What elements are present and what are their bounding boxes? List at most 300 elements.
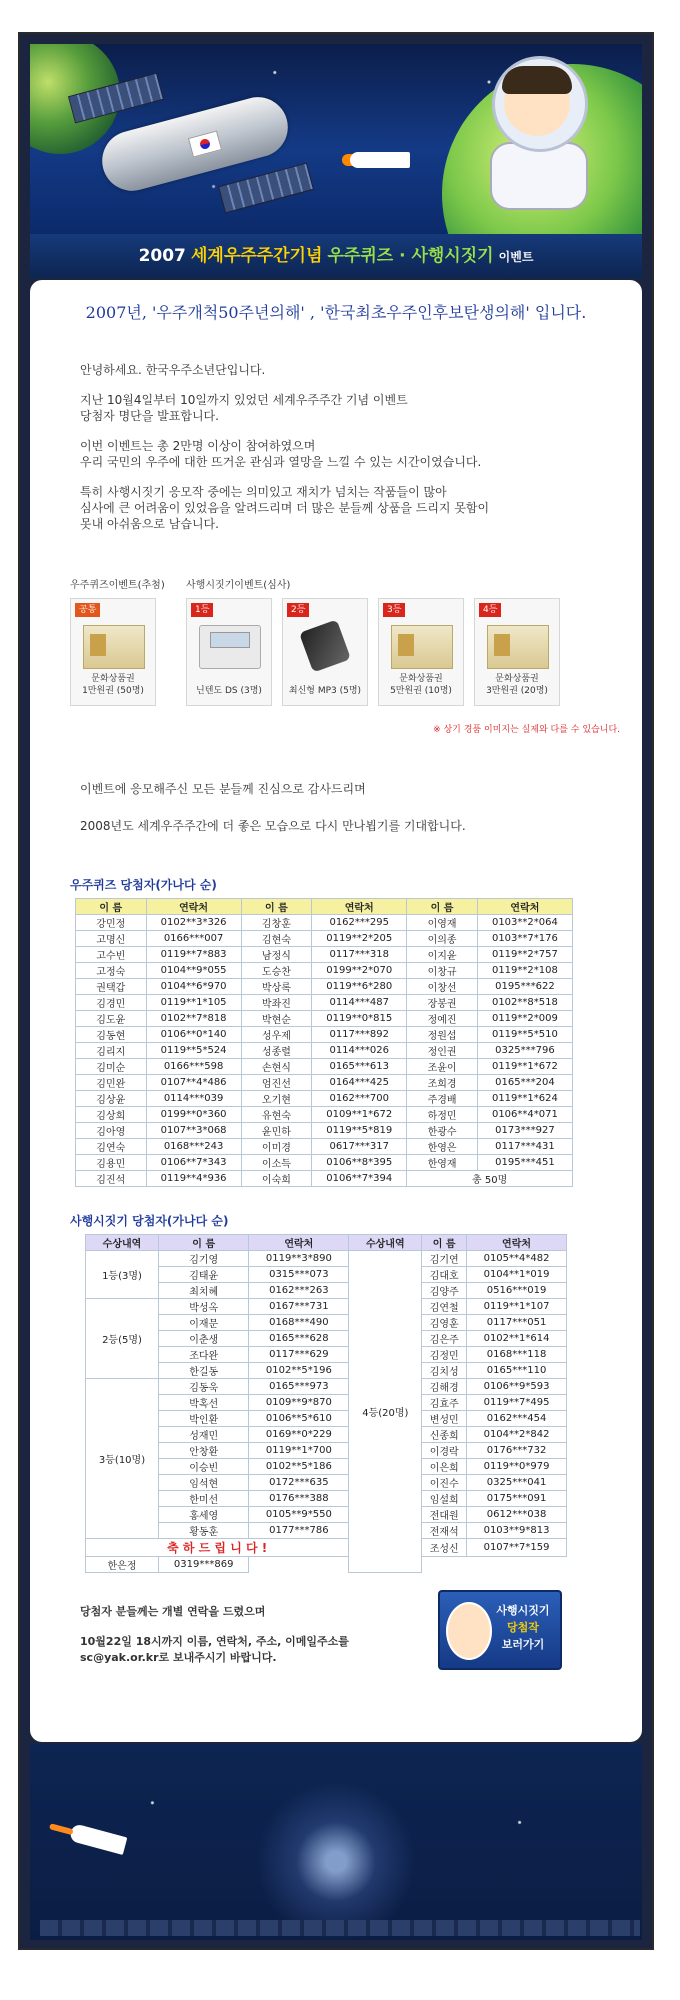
winner-phone: 0119**1*105 (146, 995, 241, 1011)
award-category: 2등(5명) (86, 1299, 159, 1379)
prize-card-1st (186, 598, 272, 706)
winner-name: 이지윤 (407, 947, 478, 963)
winner-phone: 0105**4*482 (467, 1251, 567, 1267)
winner-phone: 0104**2*842 (467, 1427, 567, 1443)
winner-phone: 0117***051 (467, 1315, 567, 1331)
winner-name: 오기현 (241, 1091, 312, 1107)
winner-name: 성우제 (241, 1027, 312, 1043)
winner-name: 이진수 (422, 1475, 467, 1491)
winner-phone: 0102**5*186 (249, 1459, 349, 1475)
winner-phone: 0117***629 (249, 1347, 349, 1363)
winner-name: 김미순 (76, 1059, 147, 1075)
winner-name: 전재석 (422, 1523, 467, 1539)
winner-phone: 0177***786 (249, 1523, 349, 1539)
table-row (86, 1299, 567, 1315)
winner-name: 이춘생 (159, 1331, 249, 1347)
winner-phone: 0119**2*009 (477, 1011, 572, 1027)
winner-phone: 0165***204 (477, 1075, 572, 1091)
prize-caption (187, 673, 271, 697)
thanks-line-1: 이벤트에 응모해주신 모든 분들께 진심으로 감사드리며 (80, 782, 366, 796)
winner-phone: 0165***628 (249, 1331, 349, 1347)
prize-card-common (70, 598, 156, 706)
winner-phone: 0119**0*815 (312, 1011, 407, 1027)
winner-phone: 0175***091 (467, 1491, 567, 1507)
winner-phone: 0119**6*280 (312, 979, 407, 995)
banner-title-1: 세계우주주간기념 (190, 246, 323, 266)
prize-caption-line: 닌텐도 DS (3명) (196, 686, 262, 696)
table-row (86, 1363, 567, 1379)
winner-name: 권택갑 (76, 979, 147, 995)
quiz-winners-body (76, 915, 573, 1187)
poem-winners-body (86, 1251, 567, 1573)
banner-year: 2007 (138, 246, 186, 266)
intro-line: 심사에 큰 어려움이 있었음을 알려드리며 더 많은 분들께 상품을 드리지 못함이 (80, 501, 490, 515)
page-subtitle: 2007년, '우주개척50주년의해' , '한국최초우주인후보탄생의해' 입니다. (85, 303, 587, 322)
winner-name: 이창선 (407, 979, 478, 995)
winner-name: 박성옥 (159, 1299, 249, 1315)
winner-total: 총 50명 (407, 1171, 573, 1187)
table-row (86, 1443, 567, 1459)
winner-name: 김현숙 (241, 931, 312, 947)
winner-phone: 0104**9*055 (146, 963, 241, 979)
gift-certificate-icon (487, 625, 549, 669)
winner-phone: 0104**1*019 (467, 1267, 567, 1283)
winner-phone: 0119**2*205 (312, 931, 407, 947)
astronaut-character-icon (472, 56, 602, 206)
intro-paragraph-2 (80, 392, 600, 424)
intro-greeting: 안녕하세요. 한국우주소년단입니다. (80, 363, 266, 377)
winner-phone: 0176***388 (249, 1491, 349, 1507)
winner-phone: 0199**2*070 (312, 963, 407, 979)
winner-phone: 0119**7*495 (467, 1395, 567, 1411)
winner-phone: 0119**4*936 (146, 1171, 241, 1187)
winner-name: 안창환 (159, 1443, 249, 1459)
table-row (86, 1557, 567, 1573)
column-header-award: 수상내역 (86, 1235, 159, 1251)
quiz-prize-label: 우주퀴즈이벤트(추첨) (70, 580, 165, 591)
table-row (86, 1491, 567, 1507)
winner-phone: 0117***892 (312, 1027, 407, 1043)
winner-phone: 0106**8*395 (312, 1155, 407, 1171)
table-row (86, 1251, 567, 1267)
table-row (76, 1107, 573, 1123)
award-category: 3등(10명) (86, 1379, 159, 1539)
table-row (86, 1507, 567, 1523)
table-row (76, 979, 573, 995)
prize-caption (475, 673, 559, 697)
winner-phone: 0164***425 (312, 1075, 407, 1091)
winner-name: 성종렬 (241, 1043, 312, 1059)
winner-phone: 0172***635 (249, 1475, 349, 1491)
space-shuttle-icon (69, 1823, 128, 1855)
table-row (86, 1347, 567, 1363)
poem-winners-title: 사행시짓기 당첨자(가나다 순) (70, 1214, 229, 1228)
winner-phone: 0106**5*610 (249, 1411, 349, 1427)
intro-text (80, 362, 600, 546)
winner-name: 김연숙 (76, 1139, 147, 1155)
table-row (76, 1091, 573, 1107)
boy-character-icon (446, 1602, 492, 1660)
winner-name: 이영재 (407, 915, 478, 931)
winner-phone: 0103**9*813 (467, 1523, 567, 1539)
winner-name: 김창훈 (241, 915, 312, 931)
winner-name: 전대원 (422, 1507, 467, 1523)
winner-phone: 0107**3*068 (146, 1123, 241, 1139)
view-button-line: 보러가기 (501, 1638, 545, 1651)
winner-phone: 0195***451 (477, 1155, 572, 1171)
winner-name: 김용민 (76, 1155, 147, 1171)
winner-name: 황동훈 (159, 1523, 249, 1539)
winner-name: 김정민 (422, 1347, 467, 1363)
winner-name: 이승빈 (159, 1459, 249, 1475)
winner-phone: 0162***263 (249, 1283, 349, 1299)
winner-phone: 0106**7*343 (146, 1155, 241, 1171)
winner-name: 정인권 (407, 1043, 478, 1059)
table-row (76, 963, 573, 979)
winner-name: 이미경 (241, 1139, 312, 1155)
winner-name: 김태윤 (159, 1267, 249, 1283)
winner-phone: 0162***700 (312, 1091, 407, 1107)
prize-image-disclaimer: ※ 상기 경품 이미지는 실제와 다를 수 있습니다. (433, 725, 620, 735)
gift-certificate-icon (83, 625, 145, 669)
table-row (76, 947, 573, 963)
prize-badge: 3등 (383, 603, 405, 617)
table-row (76, 1043, 573, 1059)
poem-winners-table (85, 1234, 567, 1573)
winner-phone: 0102**1*614 (467, 1331, 567, 1347)
winner-phone: 0165***973 (249, 1379, 349, 1395)
winner-phone: 0165***613 (312, 1059, 407, 1075)
winner-name: 한영은 (407, 1139, 478, 1155)
winner-phone: 0119**5*819 (312, 1123, 407, 1139)
winner-phone: 0102**8*518 (477, 995, 572, 1011)
view-winning-poems-button[interactable] (438, 1590, 562, 1670)
outro-paragraph-2 (80, 1634, 380, 1666)
winner-name: 조성신 (422, 1539, 467, 1557)
winner-name: 박현순 (241, 1011, 312, 1027)
winner-name: 박상록 (241, 979, 312, 995)
table-row (86, 1411, 567, 1427)
winner-name: 엄진선 (241, 1075, 312, 1091)
intro-line: 지난 10월4일부터 10일까지 있었던 세계우주주간 기념 이벤트 (80, 393, 408, 407)
winner-phone: 0102**5*196 (249, 1363, 349, 1379)
prize-caption-line: 최신형 MP3 (5명) (288, 686, 362, 696)
winner-name: 최치혜 (159, 1283, 249, 1299)
winner-name: 손현식 (241, 1059, 312, 1075)
prize-badge: 공통 (75, 603, 100, 617)
winner-name: 김효주 (422, 1395, 467, 1411)
table-header-row (86, 1235, 567, 1251)
winner-phone: 0168***118 (467, 1347, 567, 1363)
winner-name: 김도윤 (76, 1011, 147, 1027)
space-header-illustration (30, 44, 642, 234)
winner-name: 고명신 (76, 931, 147, 947)
winner-name: 변성민 (422, 1411, 467, 1427)
winner-phone: 0612***038 (467, 1507, 567, 1523)
column-header-name: 이 름 (422, 1235, 467, 1251)
intro-paragraph-3 (80, 438, 600, 470)
winner-phone: 0119**1*624 (477, 1091, 572, 1107)
event-title-banner (30, 234, 642, 278)
prize-card-2nd (282, 598, 368, 706)
winner-phone: 0107**7*159 (467, 1539, 567, 1557)
winner-name: 한미선 (159, 1491, 249, 1507)
winner-phone: 0167***731 (249, 1299, 349, 1315)
nintendo-ds-icon (199, 625, 261, 669)
winner-name: 조윤이 (407, 1059, 478, 1075)
winner-phone: 0117***431 (477, 1139, 572, 1155)
winner-name: 조희경 (407, 1075, 478, 1091)
table-row (86, 1283, 567, 1299)
winner-name: 김상윤 (76, 1091, 147, 1107)
winner-name: 김연철 (422, 1299, 467, 1315)
winner-phone: 0516***019 (467, 1283, 567, 1299)
winner-name: 김상희 (76, 1107, 147, 1123)
space-shuttle-icon (350, 152, 410, 168)
winner-name: 김동욱 (159, 1379, 249, 1395)
prize-caption-line: 문화상품권 (495, 674, 539, 684)
winner-phone: 0119**7*883 (146, 947, 241, 963)
winner-phone: 0319***869 (159, 1557, 249, 1573)
quiz-winners-table (75, 898, 573, 1187)
prize-caption-line: 5만원권 (10명) (390, 686, 452, 696)
column-header-name: 이 름 (241, 899, 312, 915)
view-button-label (490, 1602, 556, 1653)
winner-name: 유현숙 (241, 1107, 312, 1123)
table-row (86, 1331, 567, 1347)
gift-certificate-icon (391, 625, 453, 669)
table-header-row (76, 899, 573, 915)
winner-phone: 0195***622 (477, 979, 572, 995)
winner-name: 임설희 (422, 1491, 467, 1507)
winner-name: 김기연 (422, 1251, 467, 1267)
winner-phone: 0106**9*593 (467, 1379, 567, 1395)
winner-name: 김기영 (159, 1251, 249, 1267)
winner-name: 강민정 (76, 915, 147, 931)
winner-phone: 0176***732 (467, 1443, 567, 1459)
table-row (76, 1171, 573, 1187)
winner-name: 홍세영 (159, 1507, 249, 1523)
winner-phone: 0168***243 (146, 1139, 241, 1155)
prize-list (70, 598, 630, 708)
winner-name: 김은주 (422, 1331, 467, 1347)
winner-name: 한영재 (407, 1155, 478, 1171)
winner-phone: 0117***318 (312, 947, 407, 963)
outro-line: sc@yak.or.kr로 보내주시기 바랍니다. (80, 1651, 277, 1664)
winner-name: 이경락 (422, 1443, 467, 1459)
winner-name: 박좌진 (241, 995, 312, 1011)
winner-name: 김민완 (76, 1075, 147, 1091)
winner-name: 김리지 (76, 1043, 147, 1059)
winner-phone: 0106**7*394 (312, 1171, 407, 1187)
winner-phone: 0119**2*757 (477, 947, 572, 963)
winner-phone: 0107**4*486 (146, 1075, 241, 1091)
winner-name: 김치성 (422, 1363, 467, 1379)
winner-name: 김대호 (422, 1267, 467, 1283)
banner-title-2: 우주퀴즈 · 사행시짓기 (327, 246, 494, 266)
prize-caption (283, 673, 367, 697)
event-frame (18, 32, 654, 1950)
intro-line: 우리 국민의 우주에 대한 뜨거운 관심과 열망을 느낄 수 있는 시간이였습니다. (80, 455, 482, 469)
prize-caption-line: 1만원권 (50명) (82, 686, 144, 696)
winner-name: 이재문 (159, 1315, 249, 1331)
winner-name: 조다완 (159, 1347, 249, 1363)
winner-phone: 0109**9*870 (249, 1395, 349, 1411)
intro-paragraph-4 (80, 484, 600, 532)
winner-name: 한광수 (407, 1123, 478, 1139)
table-row (86, 1539, 567, 1557)
winner-phone: 0166***007 (146, 931, 241, 947)
winner-name: 이은희 (422, 1459, 467, 1475)
winner-name: 이의종 (407, 931, 478, 947)
column-header-name: 이 름 (159, 1235, 249, 1251)
column-header-phone: 연락처 (146, 899, 241, 915)
film-strip-decoration (40, 1920, 640, 1936)
intro-line: 못내 아쉬움으로 남습니다. (80, 517, 219, 531)
table-row (86, 1427, 567, 1443)
prize-card-3rd (378, 598, 464, 706)
winner-phone: 0119**1*672 (477, 1059, 572, 1075)
winner-phone: 0165***110 (467, 1363, 567, 1379)
prize-badge: 2등 (287, 603, 309, 617)
winner-name: 윤민하 (241, 1123, 312, 1139)
winner-phone: 0114***487 (312, 995, 407, 1011)
winner-phone: 0102**7*818 (146, 1011, 241, 1027)
winner-name: 고수빈 (76, 947, 147, 963)
table-row (86, 1523, 567, 1539)
view-button-line: 사행시짓기 (496, 1604, 550, 1617)
winner-name: 박인환 (159, 1411, 249, 1427)
table-row (86, 1379, 567, 1395)
winner-phone: 0119**2*108 (477, 963, 572, 979)
winner-name: 하정민 (407, 1107, 478, 1123)
prize-caption (379, 673, 463, 697)
table-row (86, 1459, 567, 1475)
winner-phone: 0103**2*064 (477, 915, 572, 931)
winner-phone: 0106**4*071 (477, 1107, 572, 1123)
mp3-player-icon (299, 619, 351, 672)
prize-caption-line: 문화상품권 (91, 674, 135, 684)
winner-name: 박혹선 (159, 1395, 249, 1411)
winner-name: 임석현 (159, 1475, 249, 1491)
winner-name: 김동현 (76, 1027, 147, 1043)
column-header-name: 이 름 (407, 899, 478, 915)
intro-line: 이번 이벤트는 총 2만명 이상이 참여하였으며 (80, 439, 316, 453)
winner-phone: 0114***039 (146, 1091, 241, 1107)
winner-phone: 0109**1*672 (312, 1107, 407, 1123)
prize-caption-line: 문화상품권 (399, 674, 443, 684)
space-footer-illustration (30, 1744, 642, 1940)
winner-phone: 0114***026 (312, 1043, 407, 1059)
table-row (76, 1139, 573, 1155)
winner-phone: 0119**3*890 (249, 1251, 349, 1267)
column-header-phone: 연락처 (249, 1235, 349, 1251)
prize-caption-line: 3만원권 (20명) (486, 686, 548, 696)
winner-phone: 0104**6*970 (146, 979, 241, 995)
winner-name: 이소득 (241, 1155, 312, 1171)
table-row (76, 1027, 573, 1043)
table-row (76, 1075, 573, 1091)
winner-phone: 0103**7*176 (477, 931, 572, 947)
content-panel (30, 280, 642, 1742)
table-row (86, 1395, 567, 1411)
table-row (86, 1315, 567, 1331)
column-header-phone: 연락처 (467, 1235, 567, 1251)
winner-name: 한은정 (86, 1557, 159, 1573)
winner-phone: 0119**1*107 (467, 1299, 567, 1315)
winner-phone: 0119**5*524 (146, 1043, 241, 1059)
column-header-phone: 연락처 (477, 899, 572, 915)
prize-badge: 1등 (191, 603, 213, 617)
table-row (76, 995, 573, 1011)
view-button-line: 당첨작 (507, 1621, 539, 1634)
award-category: 1등(3명) (86, 1251, 159, 1299)
award-category: 4등(20명) (349, 1251, 422, 1573)
thanks-line-2: 2008년도 세계우주주간에 더 좋은 모습으로 다시 만나뵙기를 기대합니다. (80, 819, 466, 833)
outro-text (80, 1604, 380, 1680)
winner-name: 성재민 (159, 1427, 249, 1443)
outro-line: 10월22일 18시까지 이름, 연락처, 주소, 이메일주소를 (80, 1635, 349, 1648)
winner-name: 김해경 (422, 1379, 467, 1395)
winner-name: 김아영 (76, 1123, 147, 1139)
prize-caption (71, 673, 155, 697)
winner-name: 김양주 (422, 1283, 467, 1299)
winner-name: 김진석 (76, 1171, 147, 1187)
winner-phone: 0119**1*700 (249, 1443, 349, 1459)
winner-phone: 0168***490 (249, 1315, 349, 1331)
banner-title-3: 이벤트 (498, 250, 534, 264)
winner-name: 고정숙 (76, 963, 147, 979)
winner-phone: 0325***796 (477, 1043, 572, 1059)
winner-phone: 0102**3*326 (146, 915, 241, 931)
table-row (76, 1059, 573, 1075)
column-header-phone: 연락처 (312, 899, 407, 915)
winner-phone: 0105**9*550 (249, 1507, 349, 1523)
intro-line: 특히 사행시짓기 응모작 중에는 의미있고 재치가 넘치는 작품들이 많아 (80, 485, 447, 499)
thanks-text (80, 780, 600, 854)
winner-name: 장봉권 (407, 995, 478, 1011)
prize-card-4th (474, 598, 560, 706)
winner-phone: 0162***454 (467, 1411, 567, 1427)
congratulations-text: 축 하 드 립 니 다 ! (86, 1539, 349, 1557)
winner-name: 이숙희 (241, 1171, 312, 1187)
table-row (86, 1475, 567, 1491)
table-row (86, 1267, 567, 1283)
winner-phone: 0119**5*510 (477, 1027, 572, 1043)
winner-name: 이창규 (407, 963, 478, 979)
winner-phone: 0325***041 (467, 1475, 567, 1491)
winner-phone: 0173***927 (477, 1123, 572, 1139)
winner-name: 한길동 (159, 1363, 249, 1379)
winner-phone: 0315***073 (249, 1267, 349, 1283)
intro-line: 당첨자 명단을 발표합니다. (80, 409, 219, 423)
winner-name: 도승찬 (241, 963, 312, 979)
winner-phone: 0106**0*140 (146, 1027, 241, 1043)
column-header-name: 이 름 (76, 899, 147, 915)
winner-phone: 0119**0*979 (467, 1459, 567, 1475)
winner-name: 남정식 (241, 947, 312, 963)
table-row (76, 931, 573, 947)
table-row (76, 915, 573, 931)
prize-badge: 4등 (479, 603, 501, 617)
winner-phone: 0199**0*360 (146, 1107, 241, 1123)
winner-name: 주경배 (407, 1091, 478, 1107)
winner-name: 신종희 (422, 1427, 467, 1443)
quiz-winners-title: 우주퀴즈 당첨자(가나다 순) (70, 878, 217, 892)
winner-phone: 0169**0*229 (249, 1427, 349, 1443)
winner-phone: 0162***295 (312, 915, 407, 931)
table-row (76, 1155, 573, 1171)
